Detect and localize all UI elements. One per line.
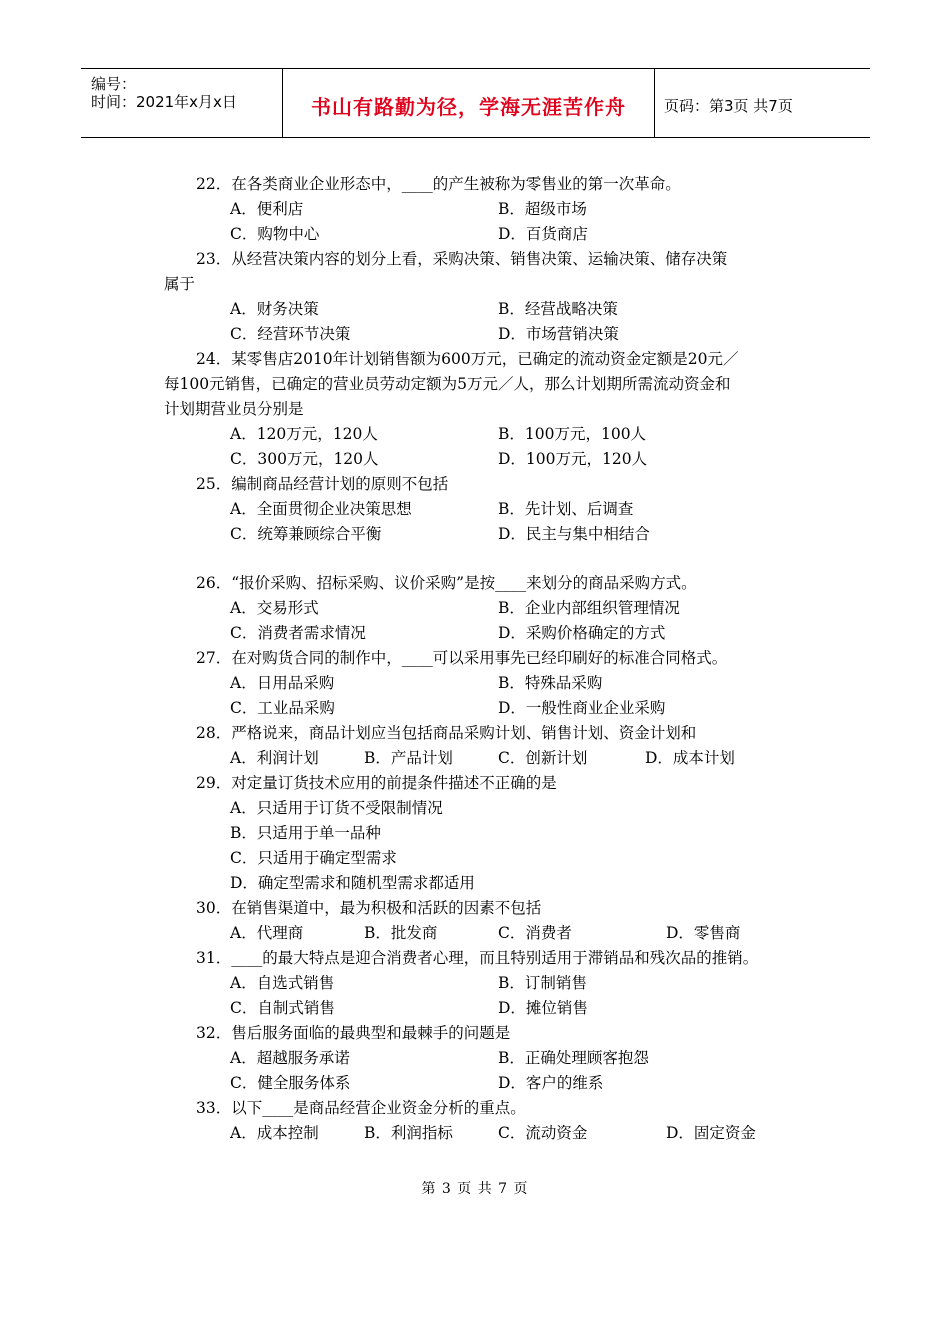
question-33-option-c: C．流动资金: [498, 1124, 588, 1142]
header-motto-cell: [282, 69, 655, 137]
header-page-cell: [654, 69, 870, 137]
question-33-option-d: D．固定资金: [666, 1124, 756, 1142]
question-25-stem: 25．编制商品经营计划的原则不包括: [196, 475, 449, 493]
page-header: [81, 68, 870, 138]
question-24-stem: 24．某零售店2010年计划销售额为600万元，已确定的流动资金定额是20元／: [196, 350, 739, 368]
question-33-option-a: A．成本控制: [230, 1124, 319, 1142]
question-32-option-a: A．超越服务承诺: [230, 1049, 350, 1067]
question-33-option-b: B．利润指标: [364, 1124, 453, 1142]
page-footer: 第 3 页 共 7 页: [421, 1181, 529, 1197]
question-24-stem-continued-2: 计划期营业员分别是: [164, 400, 304, 418]
question-29-option-c: C．只适用于确定型需求: [230, 849, 397, 867]
question-25-option-b: B．先计划、后调查: [498, 500, 634, 518]
question-30-option-a: A．代理商: [230, 924, 304, 942]
question-27-option-c: C．工业品采购: [230, 699, 335, 717]
question-26-stem: 26．“报价采购、招标采购、议价采购”是按____来划分的商品采购方式。: [196, 574, 697, 592]
question-24-option-d: D．100万元，120人: [498, 450, 648, 468]
question-23-stem-continued: 属于: [164, 275, 196, 293]
header-meta-cell: [81, 69, 281, 137]
question-24-option-c: C．300万元，120人: [230, 450, 379, 468]
question-26-option-c: C．消费者需求情况: [230, 624, 366, 642]
question-27-option-d: D．一般性商业企业采购: [498, 699, 666, 717]
question-23-option-c: C．经营环节决策: [230, 325, 351, 343]
question-29-stem: 29．对定量订货技术应用的前提条件描述不正确的是: [196, 774, 557, 792]
question-25-option-a: A．全面贯彻企业决策思想: [230, 500, 412, 518]
question-30-option-b: B．批发商: [364, 924, 438, 942]
question-27-stem: 27．在对购货合同的制作中，____可以采用事先已经印刷好的标准合同格式。: [196, 649, 728, 667]
header-motto: 书山有路勤为径，学海无涯苦作舟: [311, 95, 626, 119]
document-date-label: 时间：2021年x月x日: [91, 93, 237, 111]
question-26-option-b: B．企业内部组织管理情况: [498, 599, 680, 617]
question-23-option-d: D．市场营销决策: [498, 325, 619, 343]
question-25-option-c: C．统筹兼顾综合平衡: [230, 525, 382, 543]
question-28-option-c: C．创新计划: [498, 749, 588, 767]
question-23-option-b: B．经营战略决策: [498, 300, 618, 318]
question-32-option-b: B．正确处理顾客抱怨: [498, 1049, 649, 1067]
question-29-option-d: D．确定型需求和随机型需求都适用: [230, 874, 475, 892]
question-26-option-d: D．采购价格确定的方式: [498, 624, 666, 642]
question-33-stem: 33．以下____是商品经营企业资金分析的重点。: [196, 1099, 526, 1117]
question-31-option-d: D．摊位销售: [498, 999, 588, 1017]
question-25-option-d: D．民主与集中相结合: [498, 525, 650, 543]
question-28-option-a: A．利润计划: [230, 749, 319, 767]
question-29-option-a: A．只适用于订货不受限制情况: [230, 799, 443, 817]
question-30-option-d: D．零售商: [666, 924, 741, 942]
question-30-stem: 30．在销售渠道中，最为积极和活跃的因素不包括: [196, 899, 542, 917]
question-32-option-c: C．健全服务体系: [230, 1074, 351, 1092]
question-28-option-d: D．成本计划: [645, 749, 735, 767]
question-28-option-b: B．产品计划: [364, 749, 453, 767]
question-23-option-a: A．财务决策: [230, 300, 319, 318]
header-page-code: 页码：第3页 共7页: [664, 97, 793, 115]
question-22-option-b: B．超级市场: [498, 200, 587, 218]
question-22-option-c: C．购物中心: [230, 225, 320, 243]
question-31-option-b: B．订制销售: [498, 974, 587, 992]
question-22-option-d: D．百货商店: [498, 225, 588, 243]
question-31-option-c: C．自制式销售: [230, 999, 335, 1017]
question-22-stem: 22．在各类商业企业形态中，____的产生被称为零售业的第一次革命。: [196, 175, 681, 193]
question-24-option-b: B．100万元，100人: [498, 425, 647, 443]
question-29-option-b: B．只适用于单一品种: [230, 824, 381, 842]
question-22-option-a: A．便利店: [230, 200, 304, 218]
question-23-stem: 23．从经营决策内容的划分上看，采购决策、销售决策、运输决策、储存决策: [196, 250, 728, 268]
question-31-stem: 31．____的最大特点是迎合消费者心理，而且特别适用于滞销品和残次品的推销。: [196, 949, 759, 967]
question-24-stem-continued-1: 每100元销售，已确定的营业员劳动定额为5万元／人，那么计划期所需流动资金和: [164, 375, 731, 393]
question-32-option-d: D．客户的维系: [498, 1074, 604, 1092]
question-26-option-a: A．交易形式: [230, 599, 319, 617]
question-27-option-b: B．特殊品采购: [498, 674, 603, 692]
question-27-option-a: A．日用品采购: [230, 674, 335, 692]
question-32-stem: 32．售后服务面临的最典型和最棘手的问题是: [196, 1024, 511, 1042]
question-24-option-a: A．120万元，120人: [230, 425, 378, 443]
document-number-label: 编号：: [91, 75, 137, 93]
question-30-option-c: C．消费者: [498, 924, 572, 942]
question-28-stem: 28．严格说来，商品计划应当包括商品采购计划、销售计划、资金计划和: [196, 724, 697, 742]
question-31-option-a: A．自选式销售: [230, 974, 335, 992]
